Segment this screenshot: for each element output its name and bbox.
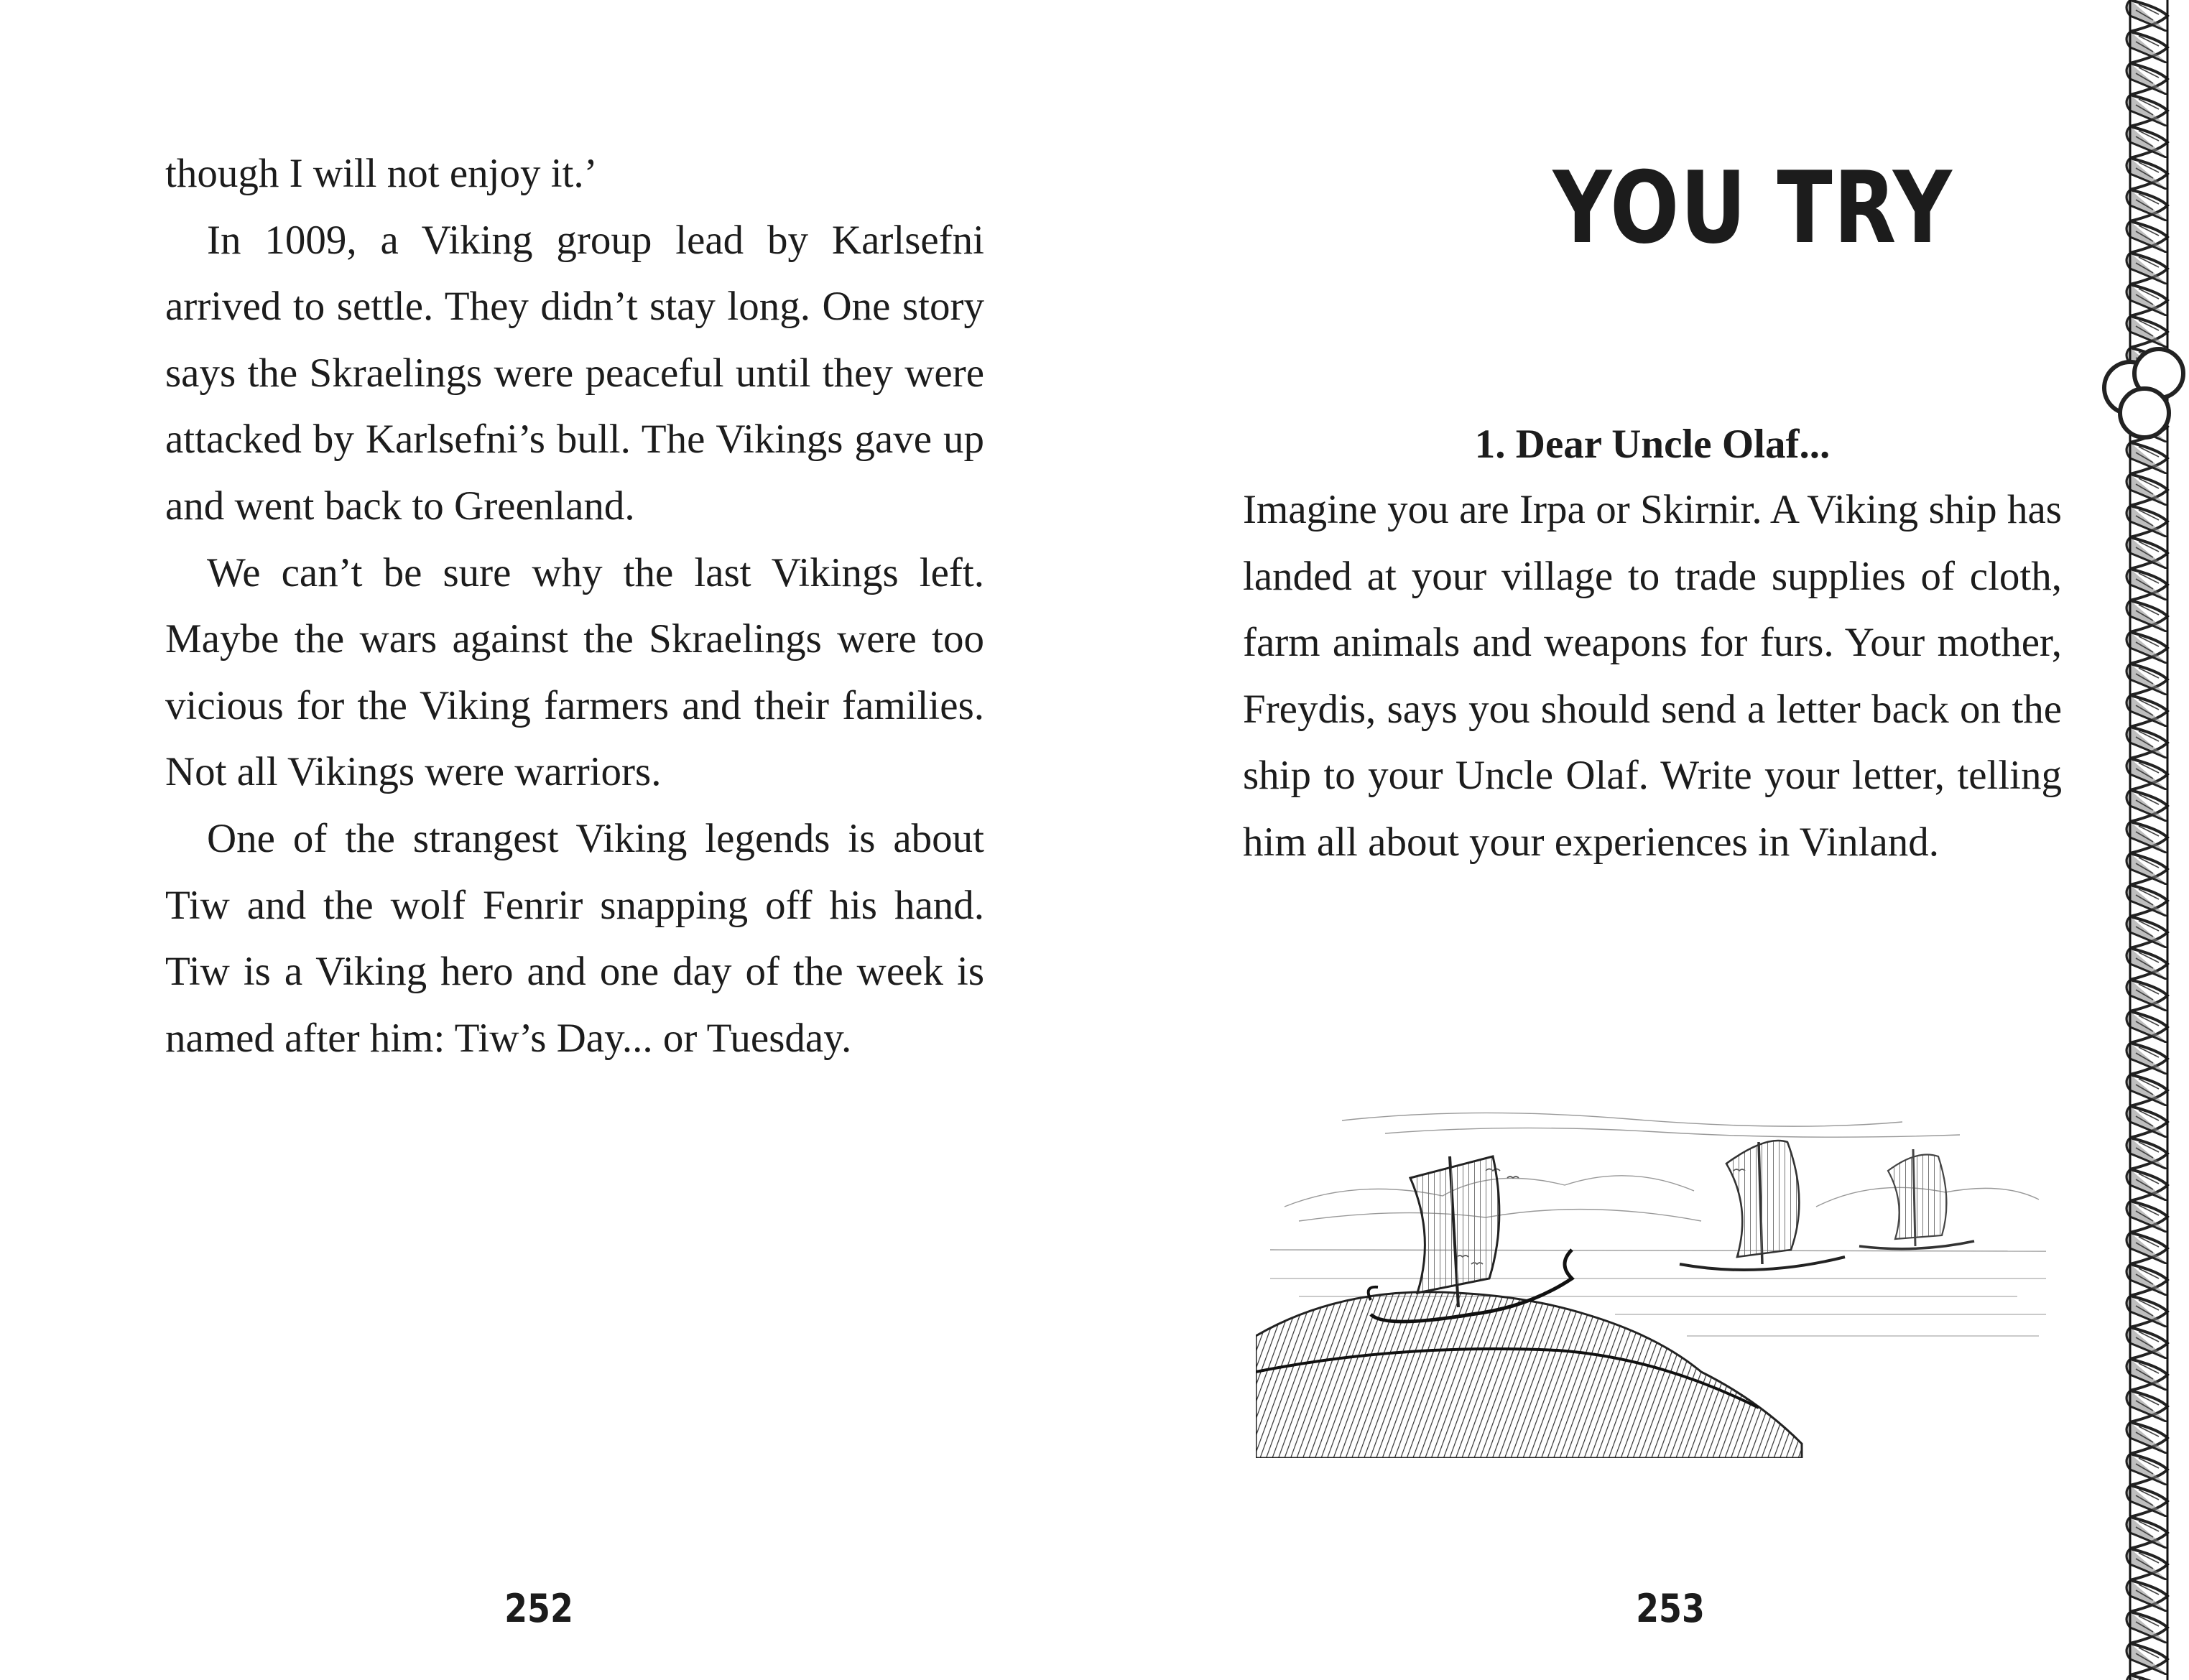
longship-back xyxy=(1859,1149,1974,1249)
paragraph-continuation: though I will not enjoy it.’ xyxy=(165,151,598,196)
viking-ships-illustration xyxy=(1256,1099,2053,1458)
activity-text: Imagine you are Irpa or Skirnir. A Viking ship has landed at your village to trade supplies of cloth, farm animals and weapons for furs. Your mother, Freydis, says you should send a letter back on the ship to your Uncle Olaf. Write your letter, telling him all about your experiences in Vinland. xyxy=(1243,487,2062,865)
left-page-text xyxy=(165,141,984,1072)
page-heading: YOU TRY xyxy=(1552,150,1953,266)
left-page xyxy=(0,0,1078,1680)
page-number-left: 252 xyxy=(504,1586,573,1631)
right-page-text xyxy=(1243,477,2062,876)
right-page xyxy=(1078,0,2189,1680)
paragraph-last-vikings: We can’t be sure why the last Vikings left. Maybe the wars against the Skraelings were too vicious for the Viking farmers and their families. Not all Vikings were warriors. xyxy=(165,549,984,795)
headland xyxy=(1256,1292,1802,1458)
paragraph-karlsefni: In 1009, a Viking group lead by Karlsefni arrived to settle. They didn’t stay long. One story says the Skraelings were peaceful until they were attacked by Karlsefni’s bull. The Vikings gave up and went back to Greenland. xyxy=(165,217,984,529)
page-number-right-wrap xyxy=(1598,1584,1742,1634)
activity-title: 1. Dear Uncle Olaf... xyxy=(1474,422,1831,467)
page-number-right: 253 xyxy=(1636,1586,1705,1631)
rope-border xyxy=(2101,0,2189,1680)
paragraph-tiw-legend: One of the strangest Viking legends is about Tiw and the wolf Fenrir snapping off his hand. Tiw is a Viking hero and one day of the week is named after him: Tiw’s Day... or Tuesday. xyxy=(165,815,984,1061)
